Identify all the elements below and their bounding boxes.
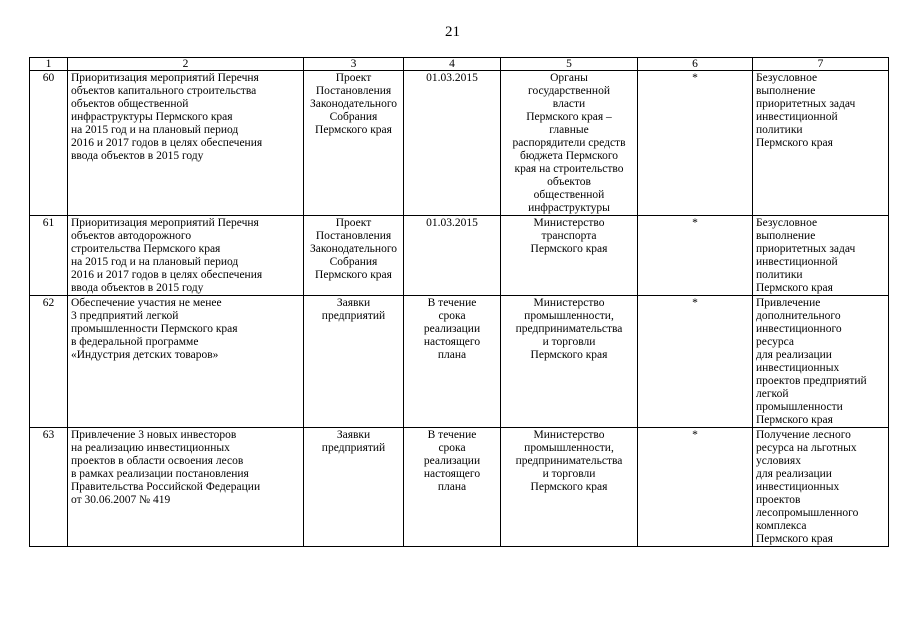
deadline-cell: В течение срока реализации настоящего плана	[404, 428, 501, 547]
header-cell-2: 2	[68, 58, 304, 71]
mark-cell: *	[638, 428, 753, 547]
result-cell: Получение лесного ресурса на льготных условиях для реализации инвестиционных проектов лесопромышленного комплекса Пермского края	[753, 428, 889, 547]
document-cell: Заявки предприятий	[304, 296, 404, 428]
row-number: 62	[30, 296, 68, 428]
result-cell: Безусловное выполнение приоритетных задач инвестиционной политики Пермского края	[753, 71, 889, 216]
document-cell: Проект Постановления Законодательного Собрания Пермского края	[304, 71, 404, 216]
executor-cell: Органы государственной власти Пермского края – главные распорядители средств бюджета Пермского края на строительство объектов общественной инфраструктуры	[501, 71, 638, 216]
deadline-cell: В течение срока реализации настоящего плана	[404, 296, 501, 428]
row-number: 63	[30, 428, 68, 547]
executor-cell: Министерство транспорта Пермского края	[501, 216, 638, 296]
plan-table	[29, 57, 889, 547]
header-cell-1: 1	[30, 58, 68, 71]
table-row	[30, 71, 889, 216]
mark-cell: *	[638, 71, 753, 216]
document-cell: Заявки предприятий	[304, 428, 404, 547]
document-cell: Проект Постановления Законодательного Собрания Пермского края	[304, 216, 404, 296]
executor-cell: Министерство промышленности, предпринимательства и торговли Пермского края	[501, 428, 638, 547]
activity-cell: Приоритизация мероприятий Перечня объектов автодорожного строительства Пермского края на 2015 год и на плановый период 2016 и 2017 годов в целях обеспечения ввода объектов в 2015 году	[68, 216, 304, 296]
header-cell-3: 3	[304, 58, 404, 71]
page-number: 21	[445, 24, 460, 40]
mark-cell: *	[638, 296, 753, 428]
mark-cell: *	[638, 216, 753, 296]
header-cell-7: 7	[753, 58, 889, 71]
table-row	[30, 428, 889, 547]
activity-cell: Привлечение 3 новых инвесторов на реализацию инвестиционных проектов в области освоения лесов в рамках реализации постановления Правительства Российской Федерации от 30.06.2007 № 419	[68, 428, 304, 547]
deadline-cell: 01.03.2015	[404, 71, 501, 216]
activity-cell: Приоритизация мероприятий Перечня объектов капитального строительства объектов общественной инфраструктуры Пермского края на 2015 год и на плановый период 2016 и 2017 годов в целях обеспечения ввода объектов в 2015 году	[68, 71, 304, 216]
header-cell-4: 4	[404, 58, 501, 71]
result-cell: Безусловное выполнение приоритетных задач инвестиционной политики Пермского края	[753, 216, 889, 296]
table-header-row	[30, 58, 889, 71]
header-cell-6: 6	[638, 58, 753, 71]
deadline-cell: 01.03.2015	[404, 216, 501, 296]
row-number: 61	[30, 216, 68, 296]
executor-cell: Министерство промышленности, предпринимательства и торговли Пермского края	[501, 296, 638, 428]
result-cell: Привлечение дополнительного инвестиционного ресурса для реализации инвестиционных проектов предприятий легкой промышленности Пермского края	[753, 296, 889, 428]
table-row	[30, 296, 889, 428]
activity-cell: Обеспечение участия не менее 3 предприятий легкой промышленности Пермского края в федеральной программе «Индустрия детских товаров»	[68, 296, 304, 428]
row-number: 60	[30, 71, 68, 216]
table-row	[30, 216, 889, 296]
header-cell-5: 5	[501, 58, 638, 71]
